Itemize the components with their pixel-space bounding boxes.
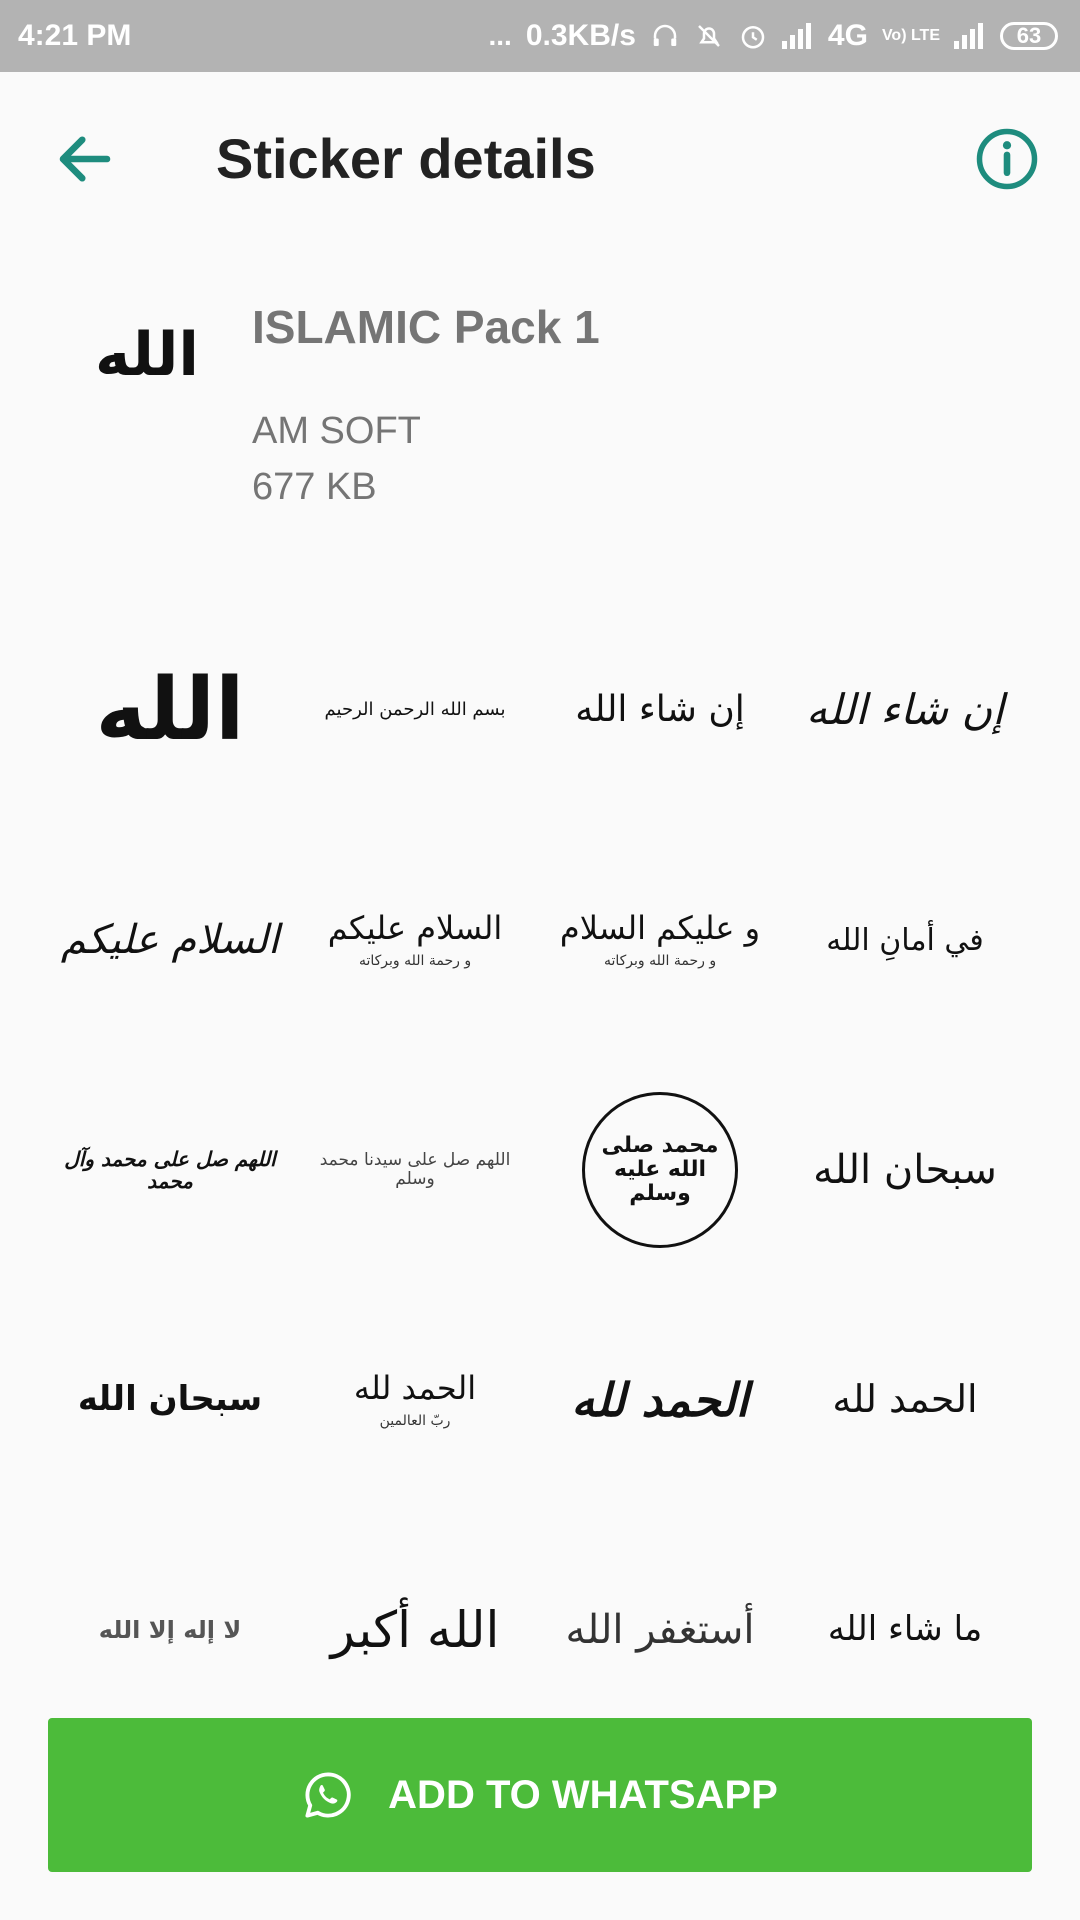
sticker-item[interactable] (795, 1070, 1015, 1270)
sticker-subtext: ربّ العالمين (379, 1412, 451, 1429)
sticker-text: السلام عليكم (327, 909, 503, 948)
battery-icon: 63 (1000, 22, 1058, 50)
sticker-item[interactable] (305, 1070, 525, 1270)
arrow-left-icon (52, 126, 118, 192)
sticker-grid (0, 590, 1080, 1690)
sticker-item[interactable] (550, 1530, 770, 1690)
info-button[interactable] (974, 126, 1040, 192)
sticker-item[interactable] (60, 1300, 280, 1500)
round-seal (582, 1092, 738, 1248)
sticker-subtext: و رحمة الله وبركاته (603, 952, 717, 969)
headphones-icon (650, 21, 680, 51)
sticker-text: السلام عليكم (60, 917, 280, 963)
more-dots-icon: ... (488, 20, 512, 51)
sticker-text: اللهم صل على محمد وآل محمد (64, 1147, 276, 1193)
sticker-text: لا إله إلا الله (98, 1615, 242, 1644)
sticker-item[interactable] (550, 610, 770, 810)
sticker-item[interactable] (60, 610, 280, 810)
pack-name: ISLAMIC Pack 1 (252, 301, 600, 353)
sticker-text: سبحان الله (813, 1147, 997, 1193)
sticker-text: ما شاء الله (827, 1609, 983, 1650)
whatsapp-icon (302, 1769, 354, 1821)
sticker-item[interactable] (795, 840, 1015, 1040)
volte-tag: Vo) LTE (881, 27, 940, 44)
sticker-text: و عليكم السلام (559, 909, 761, 948)
sticker-item[interactable] (305, 1530, 525, 1690)
pack-tray-icon: الله (95, 320, 199, 390)
sticker-subtext: و رحمة الله وبركاته (358, 952, 472, 969)
pack-header (0, 280, 1080, 520)
sticker-text: اللهم صل على سيدنا محمد وسلم (319, 1150, 511, 1189)
sticker-text: سبحان الله (77, 1379, 263, 1420)
sticker-text: إن شاء الله (806, 684, 1004, 734)
signal-icon (782, 23, 814, 49)
app-bar (0, 72, 1080, 242)
sticker-item[interactable] (305, 840, 525, 1040)
net-speed: 0.3KB/s (525, 19, 636, 52)
sticker-text: الله أكبر (330, 1600, 500, 1659)
add-button-label: ADD TO WHATSAPP (388, 1772, 778, 1817)
info-icon (974, 126, 1040, 192)
sticker-text: محمد صلى الله عليه وسلم (601, 1132, 719, 1207)
sticker-item[interactable] (305, 1300, 525, 1500)
sticker-text: الحمد لله (571, 1372, 749, 1427)
add-to-whatsapp-button[interactable] (48, 1718, 1032, 1872)
sticker-item[interactable] (60, 1530, 280, 1690)
sticker-text: بسم الله الرحمن الرحيم (324, 699, 506, 721)
status-time: 4:21 PM (18, 19, 132, 52)
sticker-text: أستغفر الله (565, 1607, 755, 1653)
sticker-text: الله (95, 659, 245, 760)
sticker-item[interactable] (550, 840, 770, 1040)
sticker-item[interactable] (795, 1300, 1015, 1500)
bell-off-icon (694, 21, 724, 51)
pack-publisher: AM SOFT (252, 410, 421, 452)
network-type: 4G (827, 19, 868, 52)
page-title: Sticker details (216, 127, 596, 190)
sticker-item[interactable] (550, 1070, 770, 1270)
pack-size: 677 KB (252, 466, 377, 508)
sticker-item[interactable] (60, 840, 280, 1040)
sticker-item[interactable] (795, 1530, 1015, 1690)
sticker-item[interactable] (550, 1300, 770, 1500)
sticker-item[interactable] (795, 610, 1015, 810)
sticker-text: في أمانِ الله (826, 922, 984, 958)
status-icons (489, 19, 1059, 53)
sticker-item[interactable] (60, 1070, 280, 1270)
status-bar (0, 0, 1080, 72)
sticker-text: الحمد لله (353, 1369, 477, 1408)
alarm-icon (738, 21, 768, 51)
signal-icon-2 (954, 23, 986, 49)
back-button[interactable] (52, 126, 118, 192)
sticker-text: إن شاء الله (575, 689, 745, 731)
sticker-text: الحمد لله (832, 1377, 978, 1422)
sticker-item[interactable] (305, 610, 525, 810)
